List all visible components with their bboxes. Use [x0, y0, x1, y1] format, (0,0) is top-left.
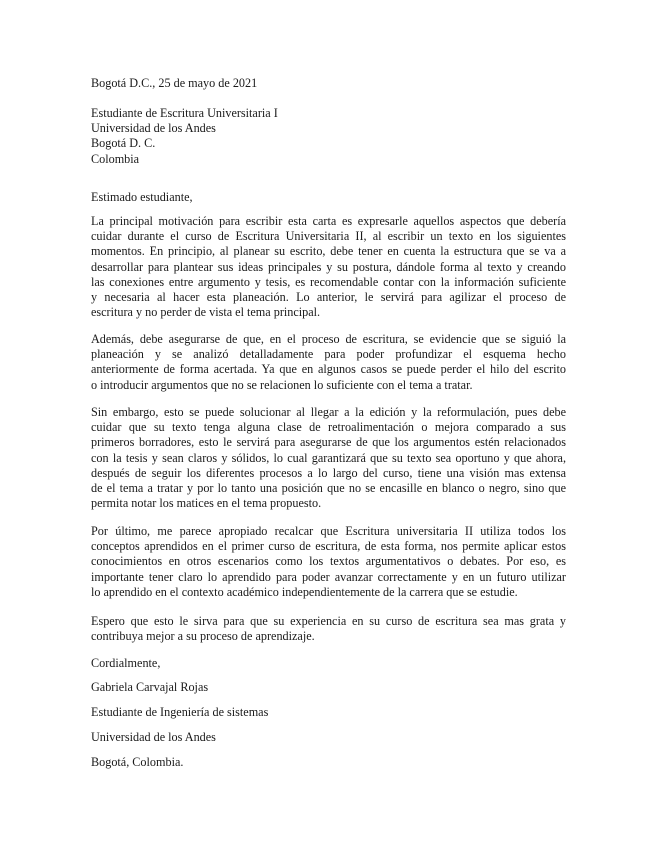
- paragraph-line: momentos. En principio, al planear su escrito, debe tener en cuenta la estructura que se va a: [91, 244, 566, 259]
- signature-line: Gabriela Carvajal Rojas: [91, 680, 209, 694]
- paragraph-4: [91, 524, 566, 600]
- signature-title: [91, 705, 566, 720]
- paragraph-3: [91, 405, 566, 511]
- paragraph-line: y necesaria al hacer esta planeación. Lo anterior, le servirá para agilizar el proceso de: [91, 290, 566, 305]
- paragraph-line: planeación y se analizó detalladamente para poder profundizar el esquema hecho: [91, 347, 566, 362]
- paragraph-line: con la tesis y sean claros y sólidos, lo cual garantizará que su texto sea oportuno y que ahora,: [91, 450, 566, 465]
- paragraph-line: las conexiones entre argumento y tesis, es recomendable contar con la información suficiente: [91, 274, 566, 289]
- paragraph-line: escritura y no perder de vista el tema principal.: [91, 305, 321, 320]
- closing-line: Cordialmente,: [91, 656, 161, 670]
- recipient-address: [91, 106, 566, 167]
- paragraph-line: anteriormente de forma acertada. Ya que en algunos casos se puede perder el hilo del escrito: [91, 362, 566, 377]
- paragraph-line: Además, debe asegurarse de que, en el proceso de escritura, se evidencie que se siguió la: [91, 332, 566, 346]
- paragraph-line: cuidar durante el curso de Escritura Universitaria II, al escribir un texto en los siguientes: [91, 229, 566, 244]
- signature-institution: [91, 730, 566, 745]
- paragraph-line: conceptos aprendidos en el primer curso de escritura, de esta forma, nos permite aplicar estos: [91, 539, 566, 554]
- paragraph-1: [91, 214, 566, 320]
- paragraph-line: de el tema a tratar y por lo tanto una posición que no se encasille en blanco o negro, sino que: [91, 481, 566, 496]
- recipient-line: Bogotá D. C.: [91, 136, 156, 151]
- signature-location: [91, 755, 566, 770]
- paragraph-2: [91, 332, 566, 393]
- paragraph-5: [91, 614, 566, 644]
- paragraph-line: permita notar los matices en el tema propuesto.: [91, 496, 322, 511]
- paragraph-line: desarrollar para plantear sus ideas principales y su postura, dándole forma al texto y creando: [91, 259, 566, 274]
- recipient-line: Estudiante de Escritura Universitaria I: [91, 106, 278, 120]
- paragraph-line: La principal motivación para escribir esta carta es expresarle aquellos aspectos que debería: [91, 214, 566, 228]
- signature-line: Universidad de los Andes: [91, 730, 216, 744]
- paragraph-line: Sin embargo, esto se puede solucionar al llegar a la edición y la reformulación, pues debe: [91, 405, 566, 419]
- paragraph-line: Espero que esto le sirva para que su experiencia en su curso de escritura sea mas grata y: [91, 614, 566, 628]
- paragraph-line: importante tener claro lo aprendido para poder avanzar correctamente y en un futuro utilizar: [91, 569, 566, 584]
- paragraph-line: Por último, me parece apropiado recalcar que Escritura universitaria II utiliza todos los: [91, 524, 566, 538]
- closing: [91, 656, 566, 671]
- signature-line: Estudiante de Ingeniería de sistemas: [91, 705, 269, 719]
- letter-date: [91, 76, 566, 91]
- paragraph-line: lo aprendido en el contexto académico independientemente de la carrera que se estudie.: [91, 584, 518, 599]
- salutation: [91, 190, 566, 205]
- signature-name: [91, 680, 566, 695]
- paragraph-line: después de seguir los diferentes procesos a lo largo del curso, tiene una visión mas extensa: [91, 465, 566, 480]
- date-line: Bogotá D.C., 25 de mayo de 2021: [91, 76, 258, 90]
- recipient-line: Universidad de los Andes: [91, 121, 216, 136]
- recipient-line: Colombia: [91, 151, 140, 166]
- paragraph-line: o introducir argumentos que no se relacionen lo suficiente con el tema a tratar.: [91, 377, 473, 392]
- paragraph-line: primeros borradores, esto le servirá para asegurarse de que los argumentos estén relacionados: [91, 435, 566, 450]
- paragraph-line: contribuya mejor a su proceso de aprendizaje.: [91, 629, 315, 644]
- salutation-line: Estimado estudiante,: [91, 190, 193, 204]
- paragraph-line: conocimientos en otros escenarios como los textos argumentativos o debates. Por eso, es: [91, 554, 566, 569]
- signature-line: Bogotá, Colombia.: [91, 755, 184, 769]
- paragraph-line: cuidar que su texto tenga alguna clase de retroalimentación o mejora comparado a sus: [91, 420, 566, 435]
